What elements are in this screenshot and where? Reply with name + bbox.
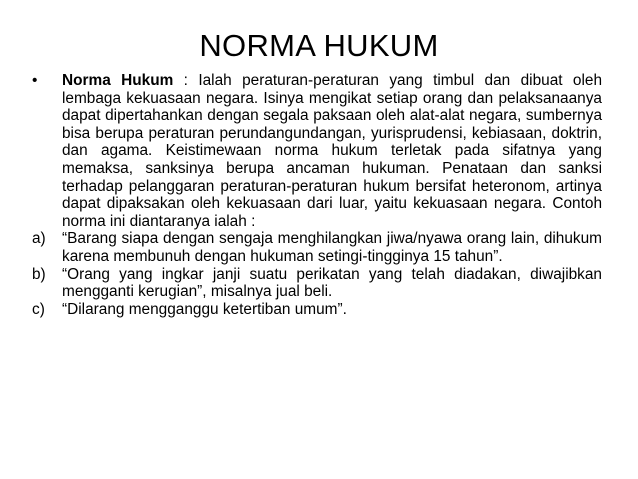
list-text-b: “Orang yang ingkar janji suatu perikatan yang telah diadakan, diwajibkan mengganti kerugian”, misalnya jual beli. bbox=[62, 265, 602, 301]
bullet-term: Norma Hukum bbox=[62, 72, 174, 89]
list-marker-b: b) bbox=[32, 265, 46, 283]
list-text-a: “Barang siapa dengan sengaja menghilangkan jiwa/nyawa orang lain, dihukum karena membunuh dengan hukuman setingi-tingginya 15 tahun”. bbox=[62, 230, 602, 265]
bullet-marker: • bbox=[32, 72, 38, 89]
slide-title: NORMA HUKUM bbox=[199, 28, 439, 63]
list-item-c bbox=[32, 301, 602, 319]
bullet-body: : Ialah peraturan-peraturan yang timbul dan dibuat oleh lembaga kekuasaan negara. Isinya mengikat setiap orang dan pelaksanaanya dapat dipertahankan dengan segala paksaan oleh alat-alat negara, sumbernya bisa berupa peraturan perundangundangan, yurisprudensi, kebiasaan, doktrin, dan agama. Keistimewaan norma hukum terletak pada sifatnya yang memaksa, sanksinya berupa ancaman hukuman. Penataan dan sanksi terhadap pelanggaran peraturan-peraturan hukum bersifat heteronom, artinya dapat dipaksakan oleh kekuasaan dari luar, yaitu kekuasaan negara. Contoh norma ini diantaranya ialah : bbox=[62, 72, 603, 230]
slide-content bbox=[32, 72, 602, 318]
list-item-a bbox=[32, 230, 602, 265]
list-item-b bbox=[32, 266, 602, 301]
list-marker-a: a) bbox=[32, 230, 46, 248]
list-text-c: “Dilarang mengganggu ketertiban umum”. bbox=[62, 300, 347, 318]
bullet-paragraph bbox=[32, 72, 602, 230]
list-marker-c: c) bbox=[32, 300, 45, 318]
